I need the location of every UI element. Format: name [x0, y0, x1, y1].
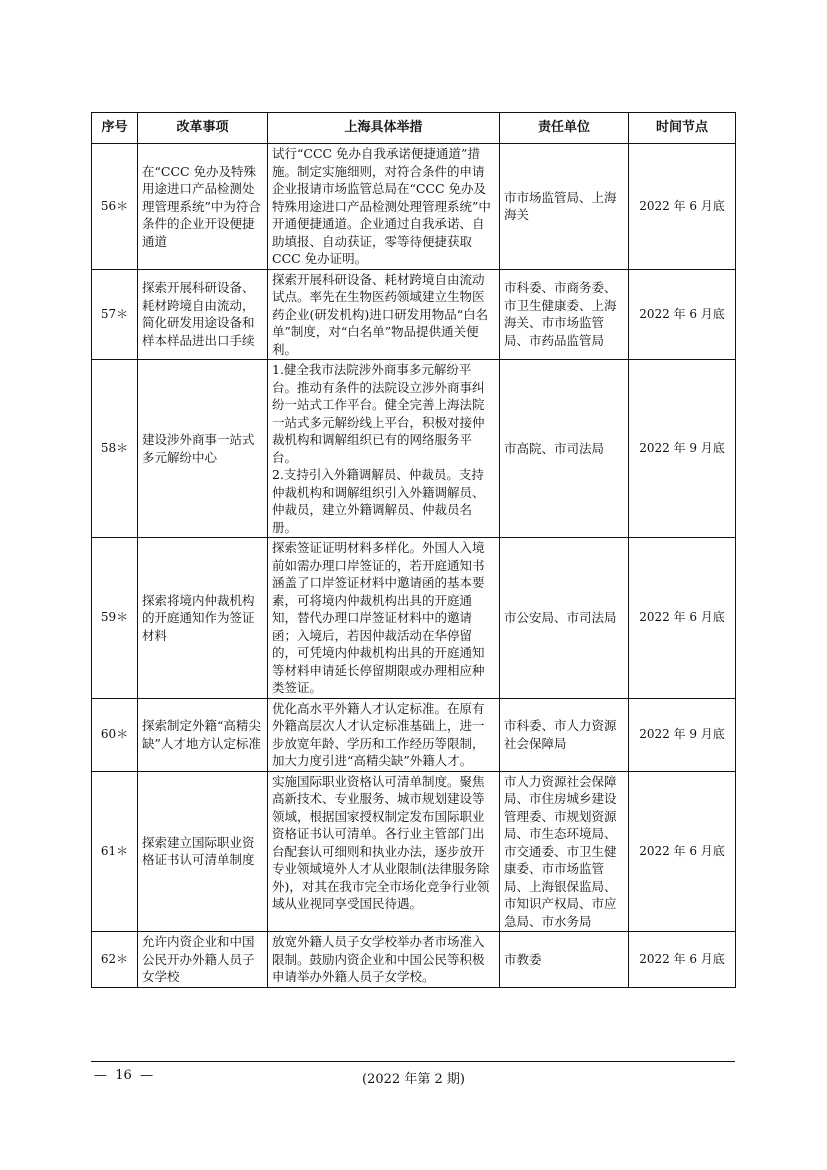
table-row — [92, 269, 736, 360]
header-deadline: 时间节点 — [629, 113, 736, 144]
row-item: 在“CCC 免办及特殊用途进口产品检测处理管理系统”中为符合条件的企业开设便捷通道 — [138, 144, 268, 270]
row-deadline: 2022 年 6 月底 — [629, 932, 736, 988]
header-measures: 上海具体举措 — [268, 113, 500, 144]
table-row — [92, 538, 736, 699]
row-seq: 56＊ — [92, 144, 138, 270]
row-unit: 市公安局、市司法局 — [500, 538, 629, 699]
row-unit: 市高院、市司法局 — [500, 360, 629, 538]
row-measures — [268, 144, 500, 270]
row-item: 允许内资企业和中国公民开办外籍人员子女学校 — [138, 932, 268, 988]
header-item: 改革事项 — [138, 113, 268, 144]
row-unit: 市人力资源社会保障局、市住房城乡建设管理委、市规划资源局、市生态环境局、市交通委、市卫生健康委、市市场监管局、上海银保监局、市知识产权局、市应急局、市水务局 — [500, 771, 629, 932]
row-item: 探索开展科研设备、耗材跨境自由流动，简化研发用途设备和样本样品进出口手续 — [138, 269, 268, 360]
measure-text: 2.支持引入外籍调解员、仲裁员。支持仲裁机构和调解组织引入外籍调解员、仲裁员，建立外籍调解员、仲裁员名册。 — [272, 467, 485, 535]
measure-text: 探索签证证明材料多样化。外国人入境前如需办理口岸签证的，若开庭通知书涵盖了口岸签证材料中邀请函的基本要素，可将境内仲裁机构出具的开庭通知，替代办理口岸签证材料中的邀请函；入境后，若因仲裁活动在华停留的，可凭境内仲裁机构出具的开庭通知等材料申请延长停留期限或办理相应种类签证。 — [272, 540, 485, 695]
row-deadline: 2022 年 6 月底 — [629, 144, 736, 270]
table-row — [92, 771, 736, 932]
row-deadline: 2022 年 6 月底 — [629, 771, 736, 932]
table-row — [92, 932, 736, 988]
reform-measures-table — [91, 112, 736, 988]
row-item: 探索建立国际职业资格证书认可清单制度 — [138, 771, 268, 932]
row-measures — [268, 269, 500, 360]
row-deadline: 2022 年 9 月底 — [629, 698, 736, 771]
row-measures — [268, 771, 500, 932]
table-row — [92, 360, 736, 538]
row-item: 探索将境内仲裁机构的开庭通知作为签证材料 — [138, 538, 268, 699]
page-number: — 16 — — [94, 1068, 154, 1083]
row-unit: 市科委、市人力资源社会保障局 — [500, 698, 629, 771]
row-seq: 62＊ — [92, 932, 138, 988]
measure-text: 优化高水平外籍人才认定标准。在原有外籍高层次人才认定标准基础上，进一步放宽年龄、学历和工作经历等限制，加大力度引进“高精尖缺”外籍人才。 — [272, 700, 485, 768]
measure-text: 1.健全我市法院涉外商事多元解纷平台。推动有条件的法院设立涉外商事纠纷一站式工作平台。健全完善上海法院一站式多元解纷线上平台，积极对接仲裁机构和调解组织已有的网络服务平台。 — [272, 362, 485, 465]
measure-text: 实施国际职业资格认可清单制度。聚焦高新技术、专业服务、城市规划建设等领域，根据国家授权制定发布国际职业资格证书认可清单。各行业主管部门出台配套认可细则和执业办法，逐步放开专业领域境外人才从业限制(法律服务除外)，对其在我市完全市场化竞争行业领域从业视同享受国民待遇。 — [272, 773, 490, 911]
row-deadline: 2022 年 6 月底 — [629, 269, 736, 360]
header-seq: 序号 — [92, 113, 138, 144]
row-unit: 市科委、市商务委、市卫生健康委、上海海关、市市场监管局、市药品监管局 — [500, 269, 629, 360]
row-measures — [268, 698, 500, 771]
row-seq: 57＊ — [92, 269, 138, 360]
row-seq: 60＊ — [92, 698, 138, 771]
measure-text: 放宽外籍人员子女学校举办者市场准入限制。鼓励内资企业和中国公民等积极申请举办外籍人员子女学校。 — [272, 934, 485, 984]
row-unit: 市教委 — [500, 932, 629, 988]
table-row — [92, 698, 736, 771]
row-deadline: 2022 年 6 月底 — [629, 538, 736, 699]
row-seq: 59＊ — [92, 538, 138, 699]
header-unit: 责任单位 — [500, 113, 629, 144]
table-row — [92, 144, 736, 270]
row-item: 探索制定外籍“高精尖缺”人才地方认定标准 — [138, 698, 268, 771]
table-header-row — [92, 113, 736, 144]
row-unit: 市市场监管局、上海海关 — [500, 144, 629, 270]
measure-text: 探索开展科研设备、耗材跨境自由流动试点。率先在生物医药领域建立生物医药企业(研发机构)进口研发用物品“白名单”制度，对“白名单”物品提供通关便利。 — [272, 271, 489, 357]
issue-label: (2022 年第 2 期) — [362, 1072, 465, 1087]
row-seq: 61＊ — [92, 771, 138, 932]
row-measures — [268, 538, 500, 699]
row-deadline: 2022 年 9 月底 — [629, 360, 736, 538]
row-item: 建设涉外商事一站式多元解纷中心 — [138, 360, 268, 538]
footer-divider — [91, 1061, 735, 1062]
row-seq: 58＊ — [92, 360, 138, 538]
measure-text: 试行“CCC 免办自我承诺便捷通道”措施。制定实施细则，对符合条件的申请企业报请市场监管总局在“CCC 免办及特殊用途进口产品检测处理管理系统”中开通便捷通道。企业通过自我承诺、自助填报、自动获证，零等待便捷获取 CCC 免办证明。 — [272, 146, 491, 266]
row-measures — [268, 360, 500, 538]
row-measures — [268, 932, 500, 988]
